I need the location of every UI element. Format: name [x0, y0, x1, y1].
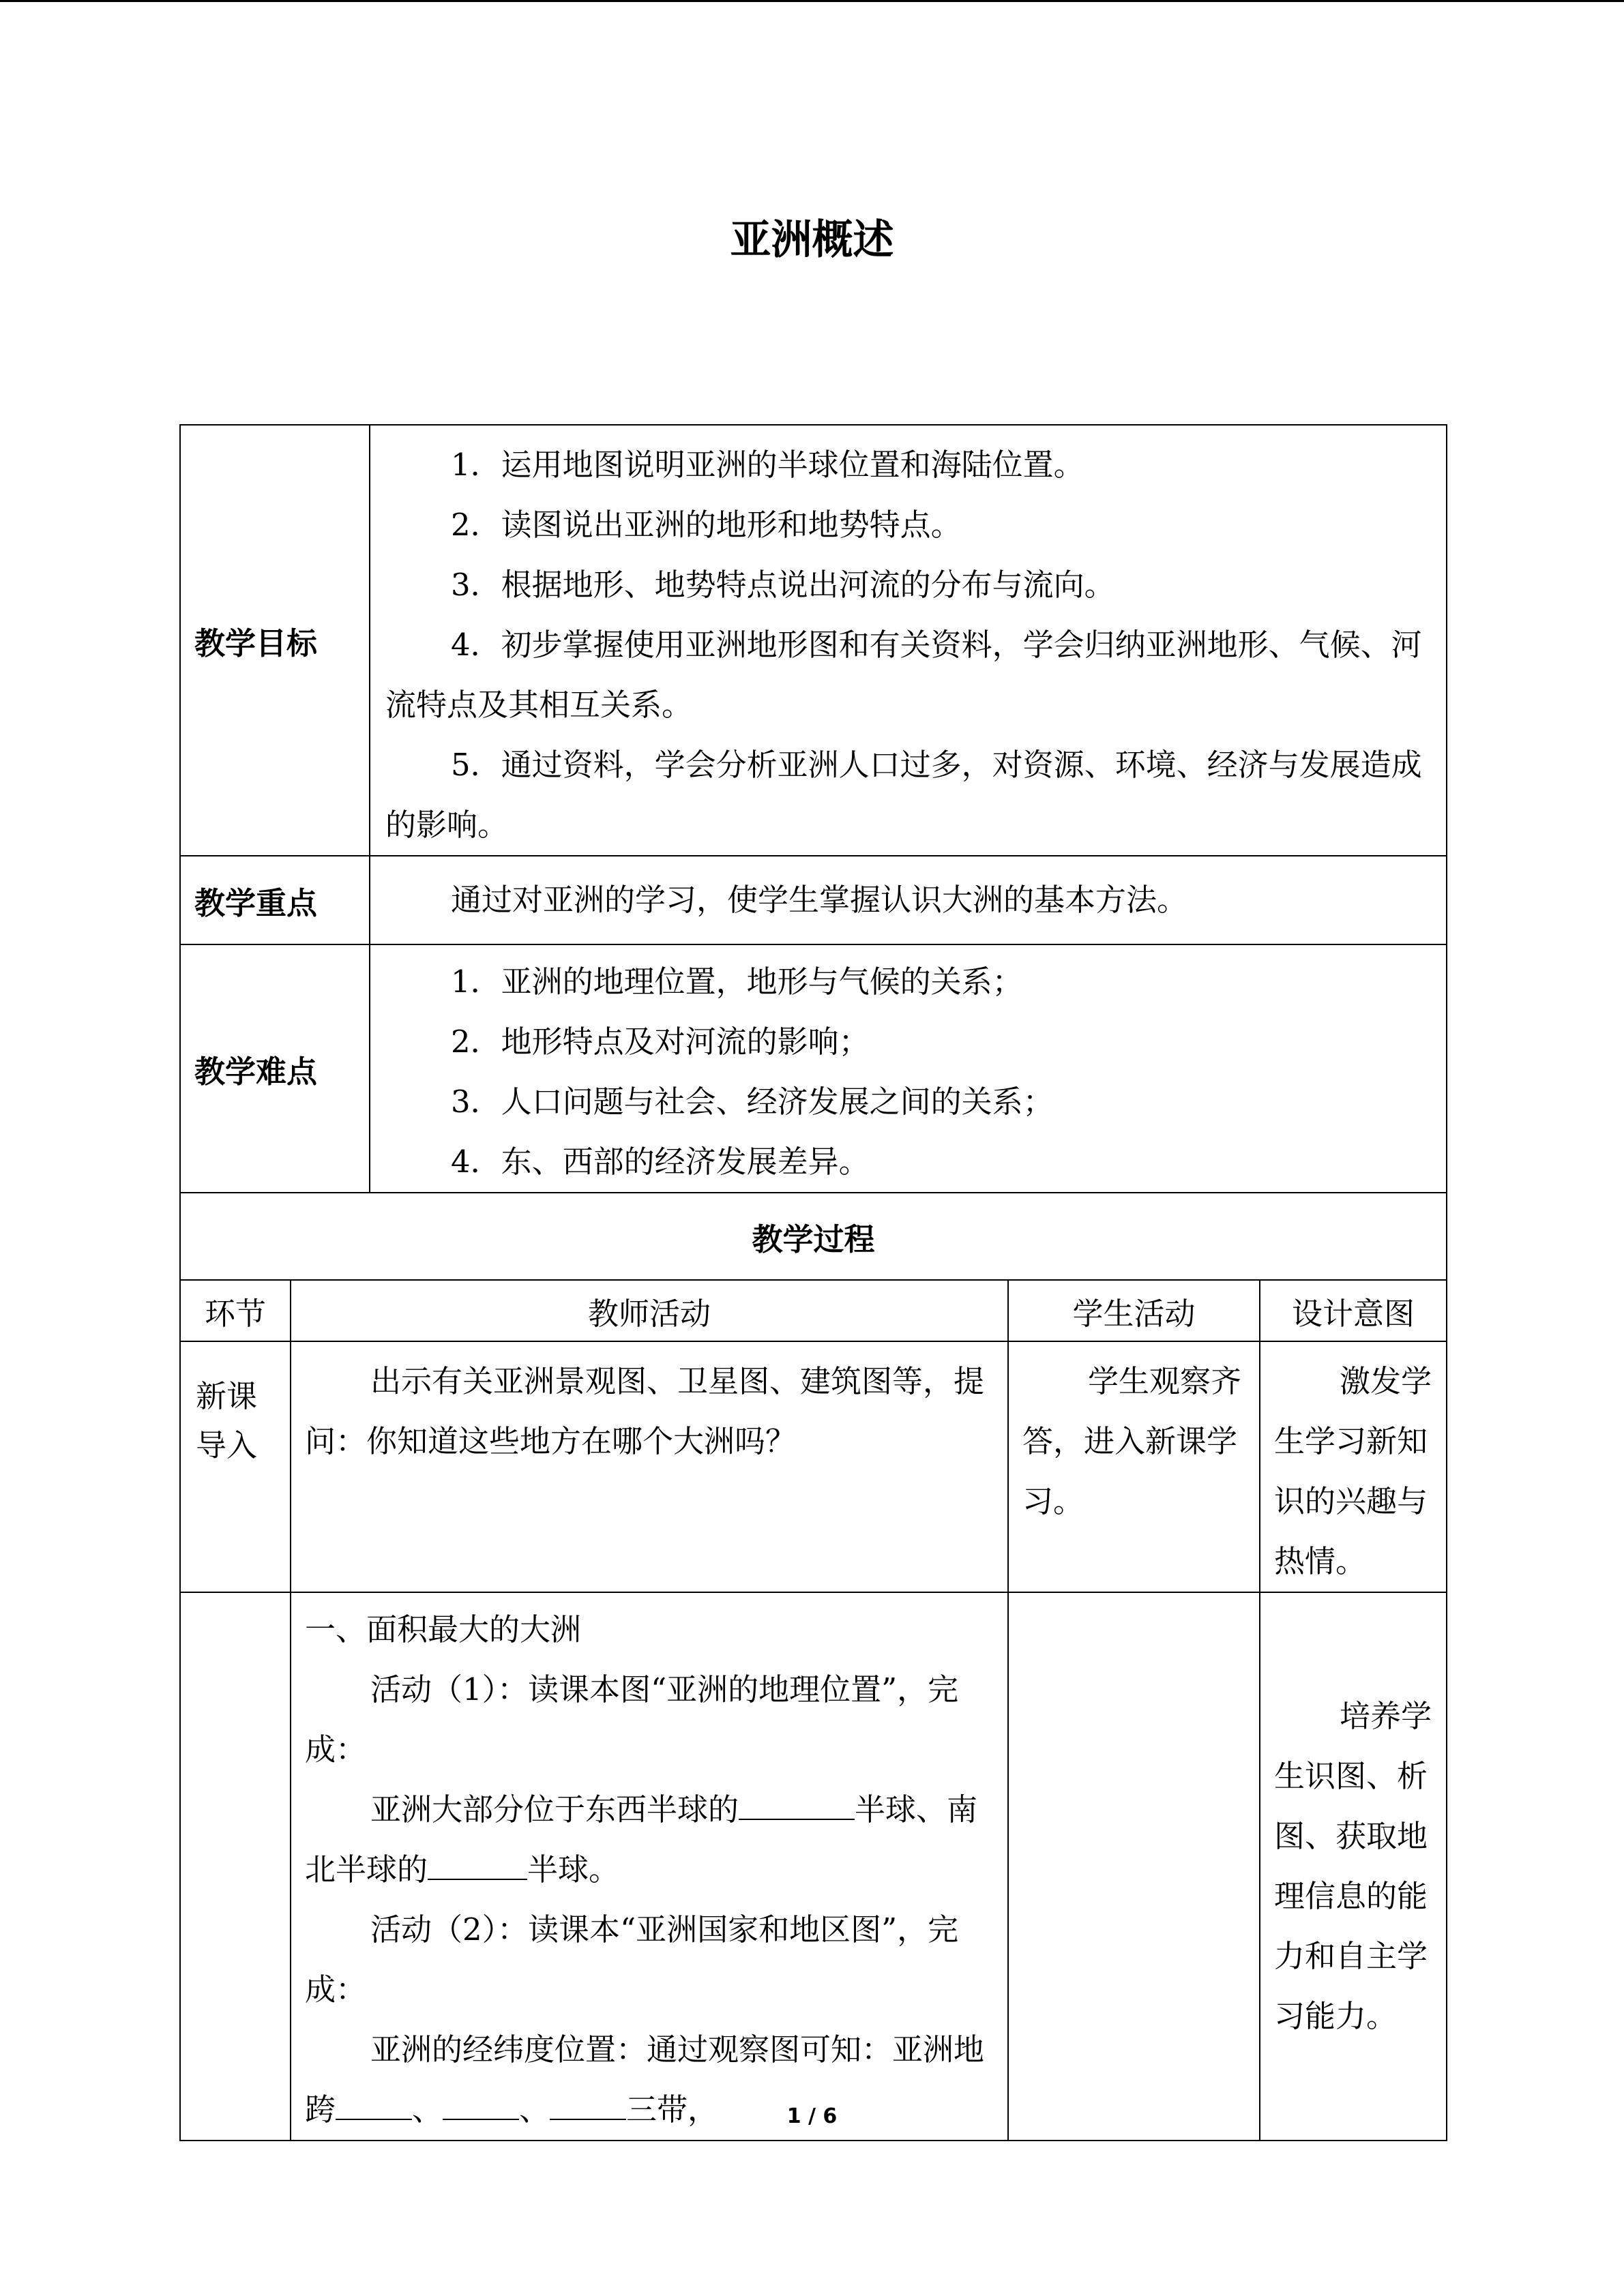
- separator: 、: [519, 2091, 550, 2128]
- fill2-end: 三带，: [626, 2091, 719, 2128]
- intro-teacher-text: 出示有关亚洲景观图、卫星图、建筑图等，提问：你知道这些地方在哪个大洲吗？: [305, 1363, 985, 1459]
- fill-blank-north-south[interactable]: [428, 1843, 527, 1880]
- intro-stage: [180, 1341, 291, 1592]
- activity1-text: 活动（1）：读课本图“亚洲的地理位置”，完成：: [305, 1671, 959, 1768]
- objective-item: 3．根据地形、地势特点说出河流的分布与流向。: [451, 567, 1115, 603]
- activity2-text: 活动（2）：读课本“亚洲国家和地区图”，完成：: [305, 1911, 959, 2008]
- difficulty-item: 4．东、西部的经济发展差异。: [451, 1144, 870, 1180]
- objective-item: 4．初步掌握使用亚洲地形图和有关资料，学会归纳亚洲地形、气候、河流特点及其相互关系。: [385, 627, 1422, 723]
- section1-heading: 一、面积最大的大洲: [305, 1611, 582, 1648]
- section1-stage: [180, 1592, 291, 2141]
- intro-design-intent: [1260, 1341, 1447, 1592]
- hemisphere-fill-text: [305, 1780, 994, 1900]
- intro-stage-line: 导入: [196, 1427, 258, 1463]
- intro-student-text: 学生观察齐答，进入新课学习。: [1022, 1363, 1242, 1519]
- page-number: 1 / 6: [786, 2104, 838, 2128]
- separator: 、: [412, 2091, 443, 2128]
- intro-row: [180, 1341, 1447, 1592]
- intro-student-activity: [1008, 1341, 1260, 1592]
- focus-label: 教学重点: [180, 856, 370, 944]
- difficulties-label: 教学难点: [180, 944, 370, 1193]
- section1-intent-text: 培养学生识图、析图、获取地理信息的能力和自主学习能力。: [1274, 1698, 1432, 2034]
- top-border-line: [0, 0, 1624, 2]
- fill2-part-a: 亚洲的经纬度位置：通过观察图可知：亚洲地跨: [305, 2031, 985, 2128]
- section1-teacher-activity: [291, 1592, 1008, 2141]
- section1-design-intent: [1260, 1592, 1447, 2141]
- lesson-plan-table: [179, 424, 1447, 2141]
- fill-blank-east-west[interactable]: [739, 1783, 855, 1820]
- intro-teacher-activity: [291, 1341, 1008, 1592]
- focus-row: [180, 856, 1447, 944]
- process-heading: 教学过程: [180, 1193, 1447, 1280]
- page-title: 亚洲概述: [730, 216, 894, 264]
- objective-item: 2．读图说出亚洲的地形和地势特点。: [451, 507, 962, 543]
- intro-intent-text: 激发学生学习新知识的兴趣与热情。: [1274, 1363, 1432, 1579]
- objectives-label: 教学目标: [180, 425, 370, 856]
- objective-item: 5．通过资料，学会分析亚洲人口过多，对资源、环境、经济与发展造成的影响。: [385, 747, 1422, 843]
- process-column-headers: [180, 1280, 1447, 1341]
- difficulty-item: 3．人口问题与社会、经济发展之间的关系；: [451, 1084, 1054, 1120]
- difficulties-content: [370, 944, 1447, 1193]
- process-heading-row: [180, 1193, 1447, 1280]
- fill1-part-b: 半球、南北半球的: [305, 1791, 978, 1888]
- fill1-part-c: 半球。: [527, 1851, 620, 1888]
- column-header-teacher: 教师活动: [291, 1280, 1008, 1341]
- focus-text: 通过对亚洲的学习，使学生掌握认识大洲的基本方法。: [451, 882, 1188, 918]
- objectives-row: [180, 425, 1447, 856]
- difficulties-row: [180, 944, 1447, 1193]
- column-header-intent: 设计意图: [1260, 1280, 1447, 1341]
- objectives-content: [370, 425, 1447, 856]
- difficulty-item: 1．亚洲的地理位置，地形与气候的关系；: [451, 964, 1023, 1000]
- fill1-part-a: 亚洲大部分位于东西半球的: [370, 1791, 739, 1828]
- focus-content: [370, 856, 1447, 944]
- objective-item: 1．运用地图说明亚洲的半球位置和海陆位置。: [451, 447, 1084, 483]
- intro-stage-line: 新课: [196, 1378, 258, 1414]
- difficulty-item: 2．地形特点及对河流的影响；: [451, 1024, 870, 1060]
- section1-student-activity: [1008, 1592, 1260, 2141]
- column-header-student: 学生活动: [1008, 1280, 1260, 1341]
- column-header-stage: 环节: [180, 1280, 291, 1341]
- section1-row: [180, 1592, 1447, 2141]
